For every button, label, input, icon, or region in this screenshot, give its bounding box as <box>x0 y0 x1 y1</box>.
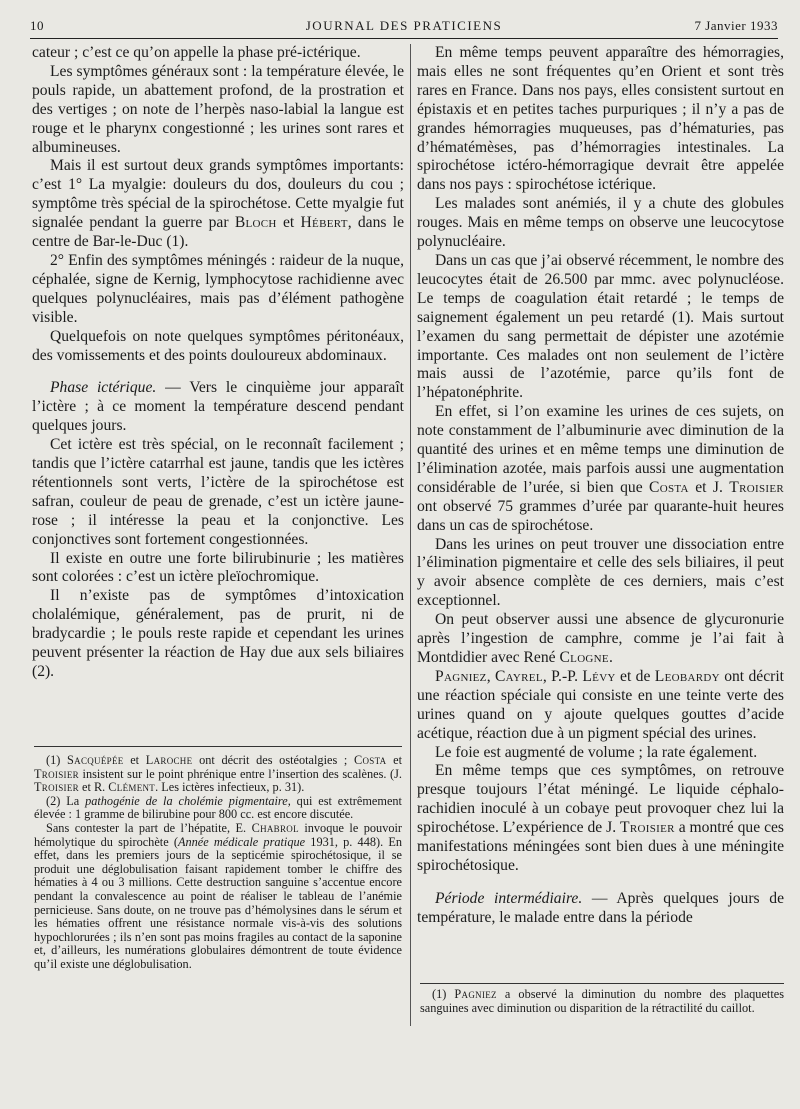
section-heading: Phase ictérique. <box>50 379 157 397</box>
footnote: (1) Sacquépée et Laroche ont décrit des ostéotalgies ; Costa et Troisier insistent sur le point phrénique entre l’insertion des scalènes. (J. Troisier et R. Clément. Les ictères infectieux, p. 31). <box>34 753 403 795</box>
author-name: Bloch <box>234 214 277 232</box>
paragraph: Dans les urines on peut trouver une dissociation entre l’élimination pigmentaire et celle des sels biliaires, il peut y avoir absence complète de ces derniers, mais c’est exceptionnel. <box>417 535 784 610</box>
paragraph: cateur ; c’est ce qu’on appelle la phase pré-ictérique. <box>32 44 361 61</box>
footnote: Sans contester la part de l’hépatite, E. Chabrol invoque le pouvoir hémolytique du spirochète (Année médicale pratique 1931, p. 448). En effet, dans les premiers jours de la septicémie spirochétosique, il se produit une déglobulisation faisant rapidement tomber le chiffre des hématies à 4 ou 3 millions. Cette destruction sanguine s’accentue encore pendant la convalescence au point de réaliser le tableau de l’anémie pernicieuse. Sans doute, on ne trouve pas d’hémolysines dans le sérum et les hématies offrent une résistance normale vis-à-vis des solutions hypochlorurées ; ils n’en sont pas moins fragiles au contact de la saponine et, d’ailleurs, les numérations globulaires démontrent de toute évidence qu’il existe une déglobulisation. <box>34 820 403 971</box>
column-separator <box>410 44 411 1026</box>
footnote-rule <box>34 746 402 747</box>
paragraph: En même temps que ces symptômes, on retrouve presque toujours l’état méningé. Le liquide céphalo-rachidien inoculé à un cobaye peut provoquer chez lui la spirochétose. L’expérience de J. Troisier a montré que ces manifestations méningées sont bien dues à une méningite spirochétosique. <box>417 762 784 874</box>
paragraph: Mais il est surtout deux grands symptômes importants: c’est 1° La myalgie: douleurs du dos, douleurs du cou ; symptôme très spécial de la spirochétose. Cette myalgie fut signalée pendant la guerre par Bloch et Hébert, dans le centre de Bar-le-Duc (1). <box>32 157 404 251</box>
paragraph: On peut observer aussi une absence de glycuronurie après l’ingestion de camphre, comme je l’ai fait à Montdidier avec René Clogne. <box>417 611 784 666</box>
header-rule <box>30 38 778 39</box>
paragraph: 2° Enfin des symptômes méningés : raideur de la nuque, céphalée, signe de Kernig, lymphocytose rachidienne avec quelques polynucléaires, mais pas d’élément pathogène visible. <box>32 251 404 326</box>
left-column <box>32 44 404 682</box>
paragraph: Les symptômes généraux sont : la température élevée, le pouls rapide, un abattement profond, de la prostration et des vertiges ; on note de l’herpès naso-labial la langue est rouge et le pharynx congestionné ; les urines sont rares et albumineuses. <box>32 62 404 156</box>
paragraph: Pagniez, Cayrel, P.-P. Lévy et de Leobardy ont décrit une réaction spéciale qui consiste en une teinte verte des urines quand on y ajoute quelques gouttes d’acide acétique, réaction due à un pigment spécial des urines. <box>417 667 784 742</box>
paragraph: En effet, si l’on examine les urines de ces sujets, on note constamment de l’albuminurie avec diminution de la quantité des urines et en même temps une diminution de l’élimination azotée, mais parfois aussi une augmentation considérable de l’urée, si bien que Costa et J. Troisier ont observé 75 grammes d’urée par quarante-huit heures dans un cas de spirochétose. <box>417 403 784 534</box>
right-column <box>417 44 784 928</box>
left-footnotes <box>34 754 402 972</box>
paragraph: Dans un cas que j’ai observé récemment, le nombre des leucocytes était de 26.500 par mmc. avec polynucléose. Le temps de coagulation était retardé ; le temps de saignement également un peu retardé (1). Mais surtout l’examen du sang permettait de dépister une azotémie importante. Ces malades ont non seulement de l’ictère mais aussi de l’azotémie, parce qu’ils font de l’hépatonéphrite. <box>417 251 784 402</box>
paragraph: Période intermédiaire. — Après quelques jours de température, le malade entre dans la période <box>417 889 784 926</box>
footnote: (1) Pagniez a observé la diminution du nombre des plaquettes sanguines avec diminution ou disparition de la rétractilité du caillot. <box>420 987 784 1015</box>
paragraph: Les malades sont anémiés, il y a chute des globules rouges. Mais en même temps on observe une leucocytose polynucléaire. <box>417 195 784 251</box>
footnote: (2) La pathogénie de la cholémie pigmentaire, qui est extrêmement élevée : 1 gramme de bilirubine pour 800 cc. est encore discutée. <box>34 793 402 822</box>
section-heading: Période intermédiaire. <box>435 889 583 907</box>
paragraph: Il n’existe pas de symptômes d’intoxication cholalémique, généralement, pas de prurit, ni de bradycardie ; le pouls reste rapide et cependant les urines peuvent présenter la réaction de Hay due aux sels biliaires (2). <box>32 587 404 680</box>
paragraph: Cet ictère est très spécial, on le reconnaît facilement ; tandis que l’ictère catarrhal est jaune, tandis que les ictères rétentionnels sont verts, l’ictère de la spirochétose est safran, couleur de peau de grenade, c’est un ictère jaune-rose ; il intéresse la peau et la conjonctive. Les conjonctives sont fortement congestionnées. <box>32 436 404 548</box>
paragraph: Le foie est augmenté de volume ; la rate également. <box>435 743 758 761</box>
paragraph: Quelquefois on note quelques symptômes péritonéaux, des vomissements et des points douloureux abdominaux. <box>32 327 404 364</box>
issue-date: 7 Janvier 1933 <box>694 18 778 33</box>
paragraph: Phase ictérique. — Vers le cinquième jour apparaît l’ictère ; à ce moment la température descend pendant quelques jours. <box>32 379 404 435</box>
journal-title: JOURNAL DES PRATICIENS <box>305 18 503 33</box>
author-name: Hébert <box>300 214 348 232</box>
paragraph: Il existe en outre une forte bilirubinurie ; les matières sont colorées : c’est un ictère pleïochromique. <box>32 549 404 586</box>
footnote-rule <box>420 983 784 984</box>
right-footnotes <box>420 988 784 1015</box>
paragraph: En même temps peuvent apparaître des hémorragies, mais elles ne sont fréquentes qu’en Orient et sont très rares en France. Dans nos pays, elles consistent surtout en épistaxis et en petites taches purpuriques ; il n’y a pas de grandes hémorragies muqueuses, pas d’hématuries, pas d’hématémèses, pas d’hémorragies intestinales. La spirochétose ictéro-hémorragique devrait être appelée dans nos pays : spirochétose ictérique. <box>417 44 784 194</box>
page-number: 10 <box>30 18 44 33</box>
page-header <box>30 14 778 36</box>
